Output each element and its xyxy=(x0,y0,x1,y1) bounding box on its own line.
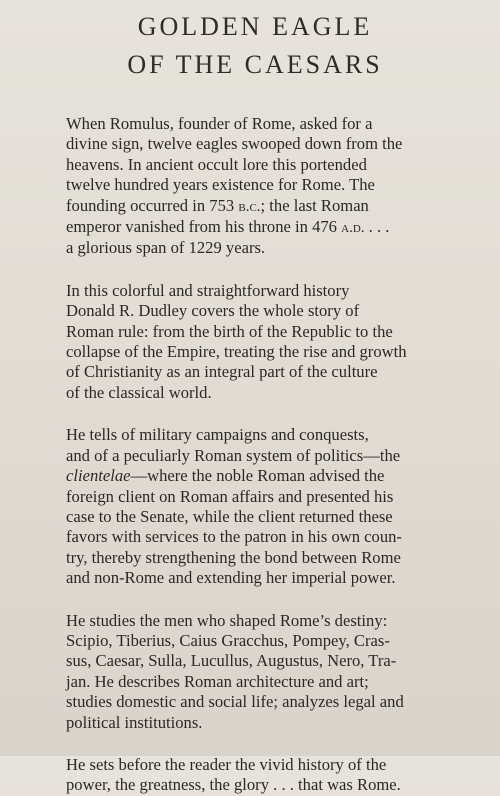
title-block xyxy=(52,8,458,84)
text-line: case to the Senate, while the client returned these xyxy=(66,506,393,526)
text-line: and non-Rome and extending her imperial power. xyxy=(66,568,396,588)
text-line: Scipio, Tiberius, Caius Gracchus, Pompey, Cras- xyxy=(66,630,390,650)
text-line: of the classical world. xyxy=(66,382,212,402)
text-line: twelve hundred years existence for Rome. The xyxy=(66,175,375,195)
text-line: Roman rule: from the birth of the Republic to the xyxy=(66,321,393,341)
paragraph-4 xyxy=(52,611,458,733)
title-line-2: OF THE CAESARS xyxy=(127,50,383,79)
paragraph-5 xyxy=(52,755,458,796)
text-line: and of a peculiarly Roman system of politics—the xyxy=(66,445,401,465)
text-line: favors with services to the patron in his own coun- xyxy=(66,527,402,547)
text-line: emperor vanished from his throne in 476 a.d. . . . xyxy=(66,217,390,237)
text-line: try, thereby strengthening the bond between Rome xyxy=(66,547,401,567)
text-line: Donald R. Dudley covers the whole story of xyxy=(66,301,360,321)
text-line: sus, Caesar, Sulla, Lucullus, Augustus, Nero, Tra- xyxy=(66,651,397,671)
text-line: In this colorful and straightforward history xyxy=(66,280,350,300)
text-line: studies domestic and social life; analyzes legal and xyxy=(66,692,404,712)
paragraph-2 xyxy=(52,281,458,403)
text-line: political institutions. xyxy=(66,712,203,732)
text-line: heavens. In ancient occult lore this portended xyxy=(66,154,367,174)
text-line: founding occurred in 753 b.c.; the last Roman xyxy=(66,195,369,215)
text-line: of Christianity as an integral part of the culture xyxy=(66,362,378,382)
text-line: foreign client on Roman affairs and presented his xyxy=(66,486,394,506)
title-line-1: GOLDEN EAGLE xyxy=(137,12,373,41)
text-line: divine sign, twelve eagles swooped down from the xyxy=(66,134,403,154)
text-line: power, the greatness, the glory . . . that was Rome. xyxy=(66,775,401,795)
text-line: a glorious span of 1229 years. xyxy=(66,238,266,258)
text-line: He studies the men who shaped Rome’s destiny: xyxy=(66,610,388,630)
text-line: collapse of the Empire, treating the rise and growth xyxy=(66,342,407,362)
text-line: jan. He describes Roman architecture and art; xyxy=(66,671,369,691)
text-line: He sets before the reader the vivid history of the xyxy=(66,754,387,774)
text-line: clientelae—where the noble Roman advised the xyxy=(66,466,385,486)
text-line: When Romulus, founder of Rome, asked for a xyxy=(66,114,373,133)
paragraph-3 xyxy=(52,425,458,588)
paragraph-1 xyxy=(52,114,458,259)
text-line: He tells of military campaigns and conquests, xyxy=(66,425,369,445)
